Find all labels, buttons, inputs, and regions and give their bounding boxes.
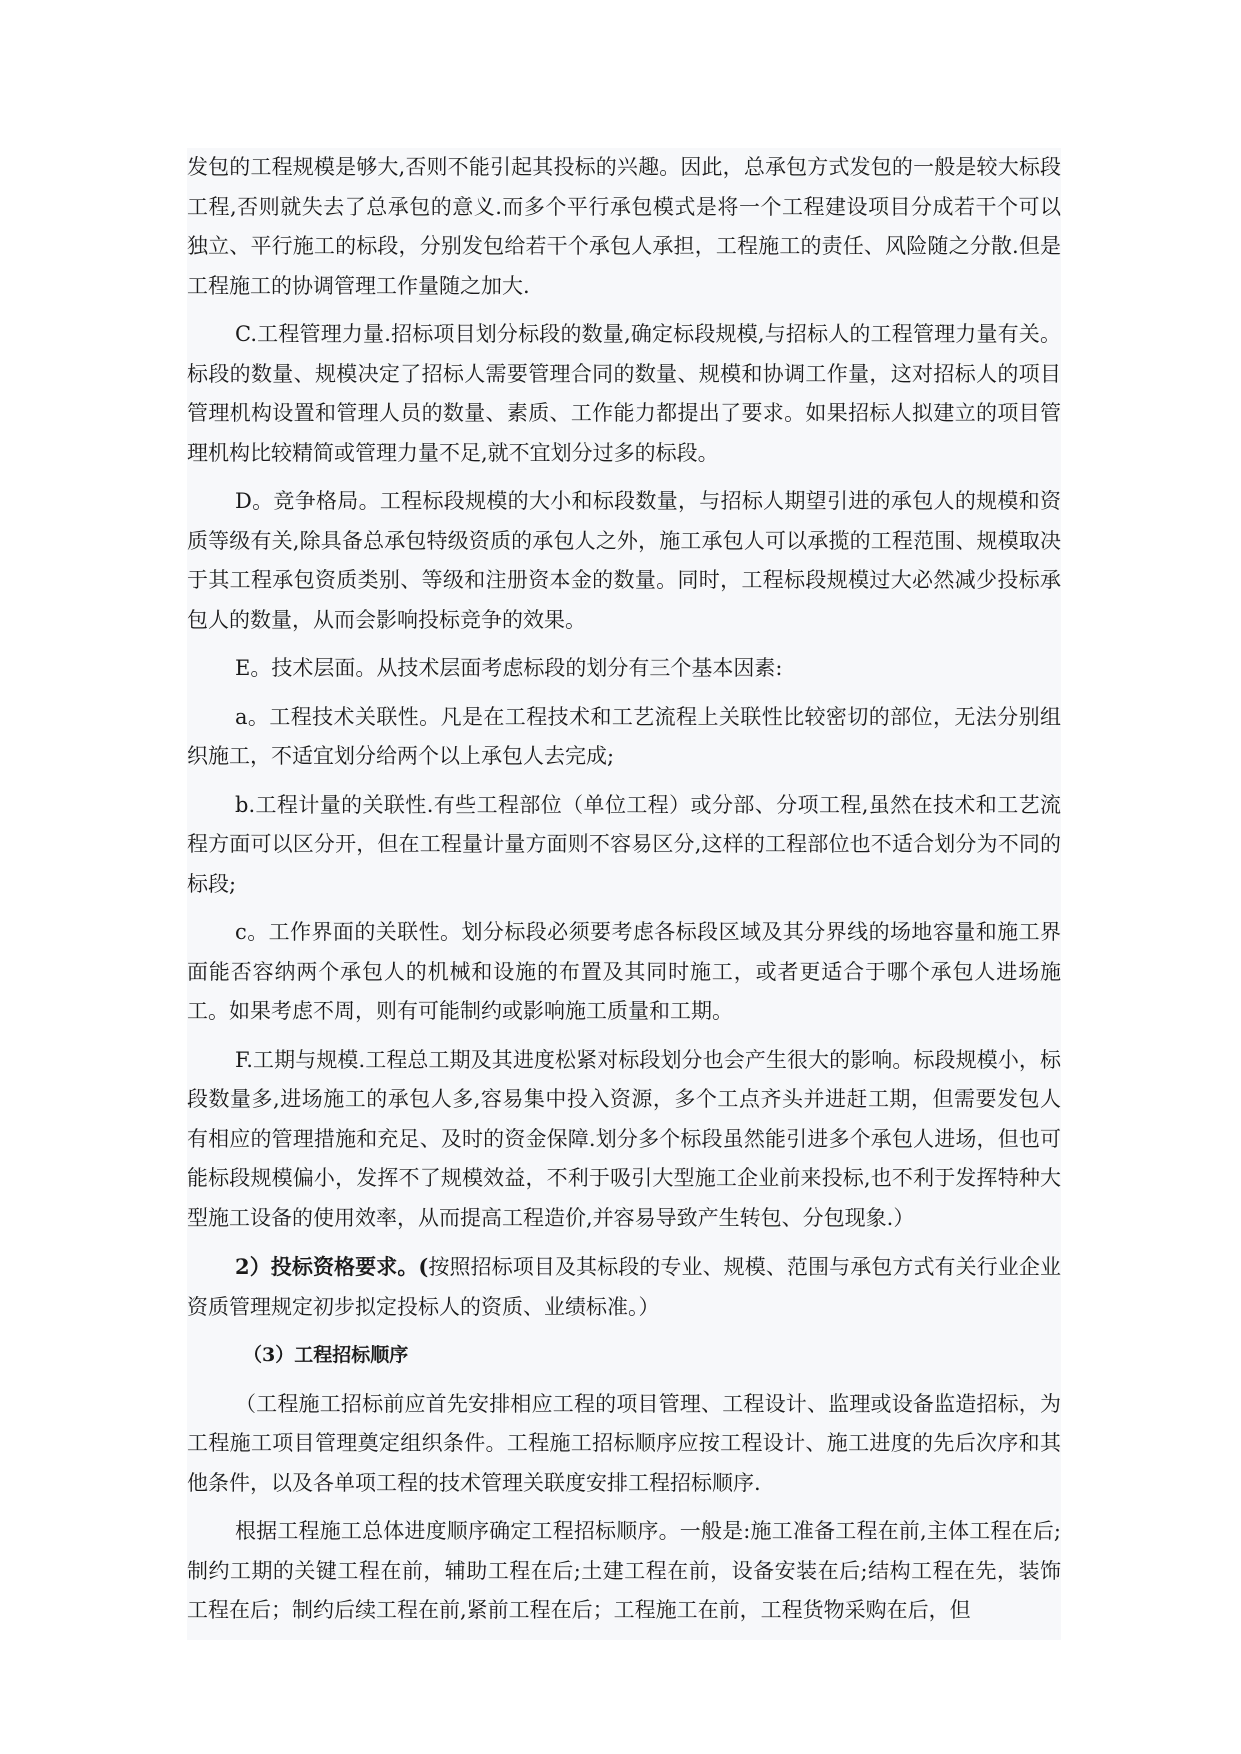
paragraph-bid-qualification: [187, 1247, 1061, 1327]
paragraph-technical-aspect: E。技术层面。从技术层面考虑标段的划分有三个基本因素:: [235, 656, 783, 680]
paragraph-technical-relation: a。工程技术关联性。凡是在工程技术和工艺流程上关联性比较密切的部位，无法分别组织施工，不适宜划分给两个以上承包人去完成;: [187, 704, 1061, 768]
document-body: [187, 148, 1061, 1640]
paragraph-interface-relation: c。工作界面的关联性。划分标段必须要考虑各标段区域及其分界线的场地容量和施工界面能否容纳两个承包人的机械和设施的布置及其同时施工，或者更适合于哪个承包人进场施工。如果考虑不周，则有可能制约或影响施工质量和工期。: [187, 920, 1061, 1023]
paragraph-measurement-relation: b.工程计量的关联性.有些工程部位（单位工程）或分部、分项工程,虽然在技术和工艺流程方面可以区分开，但在工程量计量方面则不容易区分,这样的工程部位也不适合划分为不同的标段;: [187, 792, 1061, 896]
paragraph-competition: D。竞争格局。工程标段规模的大小和标段数量，与招标人期望引进的承包人的规模和资质等级有关,除具备总承包特级资质的承包人之外，施工承包人可以承揽的工程范围、规模取决于其工程承包资质类别、等级和注册资本金的数量。同时，工程标段规模过大必然减少投标承包人的数量，从而会影响投标竞争的效果。: [187, 489, 1061, 632]
paragraph-bidding-sequence: 根据工程施工总体进度顺序确定工程招标顺序。一般是:施工准备工程在前,主体工程在后;制约工期的关键工程在前，辅助工程在后;土建工程在前，设备安装在后;结构工程在先，装饰工程在后；制约后续工程在前,紧前工程在后；工程施工在前，工程货物采购在后，但: [187, 1519, 1061, 1622]
bid-qualification-text: 按照招标项目及其标段的专业、规模、范围与承包方式有关行业企业资质管理规定初步拟定投标人的资质、业绩标准。）: [187, 1255, 1061, 1319]
paragraph-bidding-prerequisite: （工程施工招标前应首先安排相应工程的项目管理、工程设计、监理或设备监造招标，为工程施工项目管理奠定组织条件。工程施工招标顺序应按工程设计、施工进度的先后次序和其他条件，以及各单项工程的技术管理关联度安排工程招标顺序.: [187, 1391, 1061, 1495]
paragraph-management-capacity: C.工程管理力量.招标项目划分标段的数量,确定标段规模,与招标人的工程管理力量有关。标段的数量、规模决定了招标人需要管理合同的数量、规模和协调工作量，这对招标人的项目管理机构设置和管理人员的数量、素质、工作能力都提出了要求。如果招标人拟建立的项目管理机构比较精简或管理力量不足,就不宜划分过多的标段。: [187, 322, 1061, 465]
paragraph-schedule-scale: F.工期与规模.工程总工期及其进度松紧对标段划分也会产生很大的影响。标段规模小，标段数量多,进场施工的承包人多,容易集中投入资源，多个工点齐头并进赶工期，但需要发包人有相应的管理措施和充足、及时的资金保障.划分多个标段虽然能引进多个承包人进场，但也可能标段规模偏小，发挥不了规模效益，不利于吸引大型施工企业前来投标,也不利于发挥特种大型施工设备的使用效率，从而提高工程造价,并容易导致产生转包、分包现象.）: [187, 1047, 1061, 1230]
section-heading-bidding-order: （3）工程招标顺序: [243, 1344, 409, 1366]
bid-qualification-heading: 2）投标资格要求。(: [235, 1254, 429, 1279]
paragraph-contract-scale: 发包的工程规模是够大,否则不能引起其投标的兴趣。因此，总承包方式发包的一般是较大标段工程,否则就失去了总承包的意义.而多个平行承包模式是将一个工程建设项目分成若干个可以独立、平行施工的标段，分别发包给若干个承包人承担，工程施工的责任、风险随之分散.但是工程施工的协调管理工作量随之加大.: [187, 155, 1061, 298]
